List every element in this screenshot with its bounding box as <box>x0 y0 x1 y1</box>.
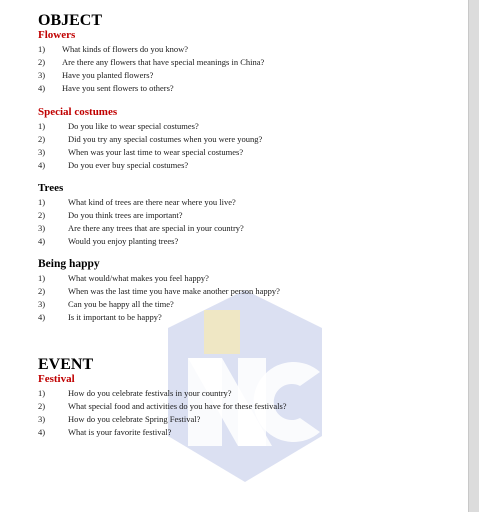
list-item <box>38 235 458 248</box>
list-item <box>38 159 458 172</box>
trees-question-list <box>38 196 458 248</box>
item-number: 2) <box>38 134 46 144</box>
item-text: What kind of trees are there near where you live? <box>68 197 236 207</box>
item-number: 4) <box>38 160 46 170</box>
item-text: Do you think trees are important? <box>68 210 183 220</box>
item-text: Are there any trees that are special in your country? <box>68 223 244 233</box>
list-item <box>38 400 458 413</box>
list-item <box>38 298 458 311</box>
item-text: What is your favorite festival? <box>68 427 172 437</box>
list-item <box>38 272 458 285</box>
festival-question-list <box>38 387 458 439</box>
item-text: Have you planted flowers? <box>62 70 154 80</box>
list-item <box>38 222 458 235</box>
item-number: 3) <box>38 299 46 309</box>
item-text: Do you like to wear special costumes? <box>68 121 199 131</box>
item-text: Did you try any special costumes when you were young? <box>68 134 263 144</box>
item-number: 4) <box>38 236 46 246</box>
list-item <box>38 285 458 298</box>
being-happy-heading: Being happy <box>38 258 100 270</box>
item-text: When was the last time you have make another person happy? <box>68 286 280 296</box>
item-text: Is it important to be happy? <box>68 312 162 322</box>
item-number: 3) <box>38 223 46 233</box>
item-number: 4) <box>38 312 46 322</box>
list-item <box>38 120 458 133</box>
item-text: How do you celebrate festivals in your country? <box>68 388 232 398</box>
flowers-question-list <box>38 43 458 95</box>
item-number: 3) <box>38 414 46 424</box>
list-item <box>38 146 458 159</box>
trees-heading: Trees <box>38 182 64 194</box>
item-number: 2) <box>38 210 46 220</box>
flowers-heading: Flowers <box>38 29 76 41</box>
item-text: Do you ever buy special costumes? <box>68 160 189 170</box>
item-text: What kinds of flowers do you know? <box>62 44 189 54</box>
list-item <box>38 311 458 324</box>
window-right-gutter <box>468 0 479 512</box>
item-number: 2) <box>38 401 46 411</box>
list-item <box>38 69 458 82</box>
list-item <box>38 426 458 439</box>
item-number: 2) <box>38 286 46 296</box>
list-item <box>38 133 458 146</box>
item-number: 1) <box>38 273 46 283</box>
item-number: 4) <box>38 83 46 93</box>
item-number: 3) <box>38 147 46 157</box>
document-content <box>38 12 458 439</box>
list-item <box>38 387 458 400</box>
item-text: Have you sent flowers to others? <box>62 83 174 93</box>
costumes-question-list <box>38 120 458 172</box>
item-number: 1) <box>38 121 46 131</box>
item-text: Are there any flowers that have special meanings in China? <box>62 57 265 67</box>
list-item <box>38 82 458 95</box>
list-item <box>38 56 458 69</box>
item-text: What special food and activities do you have for these festivals? <box>68 401 287 411</box>
item-number: 4) <box>38 427 46 437</box>
item-number: 3) <box>38 70 46 80</box>
item-text: How do you celebrate Spring Festival? <box>68 414 201 424</box>
item-number: 1) <box>38 44 46 54</box>
item-text: When was your last time to wear special costumes? <box>68 147 244 157</box>
event-section-title: EVENT <box>38 356 94 373</box>
list-item <box>38 209 458 222</box>
special-costumes-heading: Special costumes <box>38 106 118 118</box>
festival-heading: Festival <box>38 373 75 385</box>
list-item <box>38 196 458 209</box>
list-item <box>38 413 458 426</box>
being-happy-question-list <box>38 272 458 324</box>
item-text: What would/what makes you feel happy? <box>68 273 209 283</box>
item-text: Can you be happy all the time? <box>68 299 174 309</box>
object-section-title: OBJECT <box>38 12 103 29</box>
item-number: 2) <box>38 57 46 67</box>
item-text: Would you enjoy planting trees? <box>68 236 179 246</box>
list-item <box>38 43 458 56</box>
item-number: 1) <box>38 197 46 207</box>
item-number: 1) <box>38 388 46 398</box>
